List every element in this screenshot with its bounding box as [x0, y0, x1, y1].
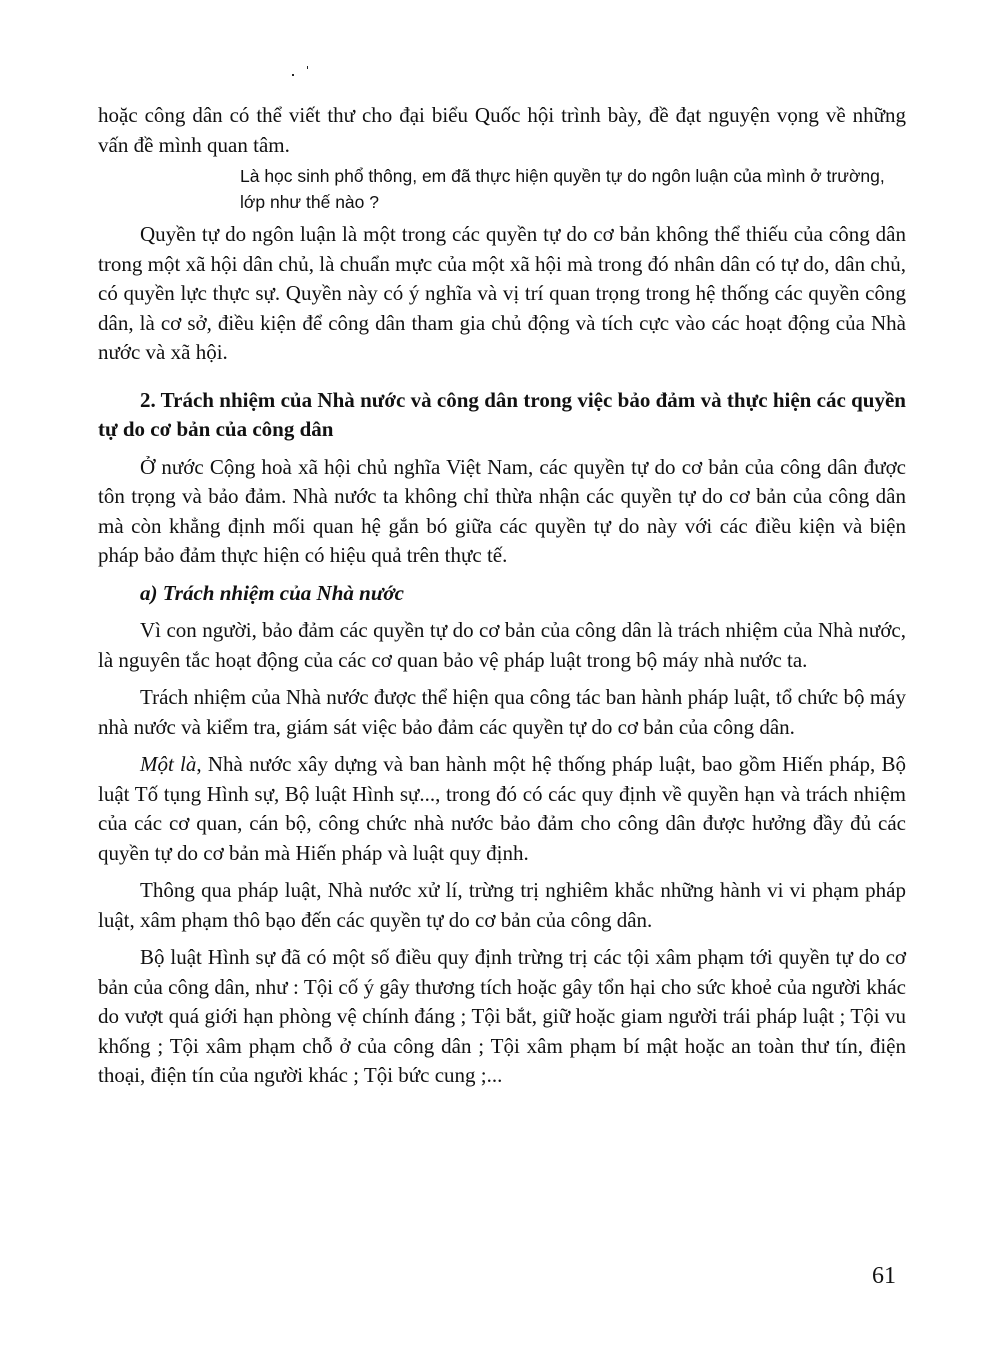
- first-point-lead: Một là: [140, 752, 197, 776]
- scan-speck: [292, 74, 294, 76]
- paragraph-freedom-of-speech: Quyền tự do ngôn luận là một trong các quyền tự do cơ bản không thể thiếu của công dân trong một xã hội dân chủ, là chuẩn mực của một xã hội mà trong đó nhân dân có tự do, dân chủ, có quyền lực thực sự. Quyền này có ý nghĩa và vị trí quan trọng trong hệ thống các quyền công dân, là cơ sở, điều kiện để công dân tham gia chủ động và tích cực vào các hoạt động của Nhà nước và xã hội.: [98, 222, 906, 364]
- subheading-state-responsibility: a) Trách nhiệm của Nhà nước: [140, 580, 405, 605]
- paragraph-criminal-code: Bộ luật Hình sự đã có một số điều quy định trừng trị các tội xâm phạm tới quyền tự do cơ bản của công dân, như : Tội cố ý gây thương tích hoặc gây tổn hại cho sức khoẻ của người khác do vượt quá giới hạn phòng vệ chính đáng ; Tội bắt, giữ hoặc giam người trái pháp luật ; Tội vu khống ; Tội xâm phạm chỗ ở của công dân ; Tội xâm phạm bí mật hoặc an toàn thư tín, điện thoại, điện tín của người khác ; Tội bức cung ;...: [98, 945, 906, 1087]
- paragraph-continuation: hoặc công dân có thể viết thư cho đại biểu Quốc hội trình bày, đề đạt nguyện vọng về những vấn đề mình quan tâm.: [98, 103, 906, 157]
- paragraph-state-responsibility: Trách nhiệm của Nhà nước được thể hiện qua công tác ban hành pháp luật, tổ chức bộ máy nhà nước và kiểm tra, giám sát việc bảo đảm các quyền tự do cơ bản của công dân.: [98, 685, 906, 739]
- activity-question: Là học sinh phổ thông, em đã thực hiện quyền tự do ngôn luận của mình ở trường, lớp như thế nào ?: [240, 166, 885, 212]
- first-point-text: , Nhà nước xây dựng và ban hành một hệ thống pháp luật, bao gồm Hiến pháp, Bộ luật Tố tụng Hình sự, Bộ luật Hình sự..., trong đó có các quy định về quyền hạn và trách nhiệm của các cơ quan, cán bộ, công chức nhà nước bảo đảm cho công dân được hưởng đầy đủ các quyền tự do cơ bản mà Hiến pháp và luật quy định.: [98, 752, 906, 865]
- page-number: 61: [872, 1263, 896, 1289]
- scan-speck: [307, 66, 308, 69]
- paragraph-vietnam-rights: Ở nước Cộng hoà xã hội chủ nghĩa Việt Nam, các quyền tự do cơ bản của công dân được tôn trọng và bảo đảm. Nhà nước ta không chỉ thừa nhận các quyền tự do cơ bản của công dân mà còn khẳng định mối quan hệ gắn bó giữa các quyền tự do này với các điều kiện và biện pháp bảo đảm thực hiện có hiệu quả trên thực tế.: [98, 454, 906, 567]
- continuation-block: [98, 101, 906, 160]
- paragraph-punishment: Thông qua pháp luật, Nhà nước xử lí, trừng trị nghiêm khắc những hành vi vi phạm pháp luật, xâm phạm thô bạo đến các quyền tự do cơ bản của công dân.: [98, 878, 906, 932]
- main-text-block: [98, 220, 906, 1091]
- paragraph-state-duty: Vì con người, bảo đảm các quyền tự do cơ bản của công dân là trách nhiệm của Nhà nước, là nguyên tắc hoạt động của các cơ quan bảo vệ pháp luật trong bộ máy nhà nước ta.: [98, 618, 906, 672]
- section-heading-2: 2. Trách nhiệm của Nhà nước và công dân trong việc bảo đảm và thực hiện các quyền tự do cơ bản của công dân: [98, 387, 906, 441]
- paragraph-first-point: [98, 750, 906, 868]
